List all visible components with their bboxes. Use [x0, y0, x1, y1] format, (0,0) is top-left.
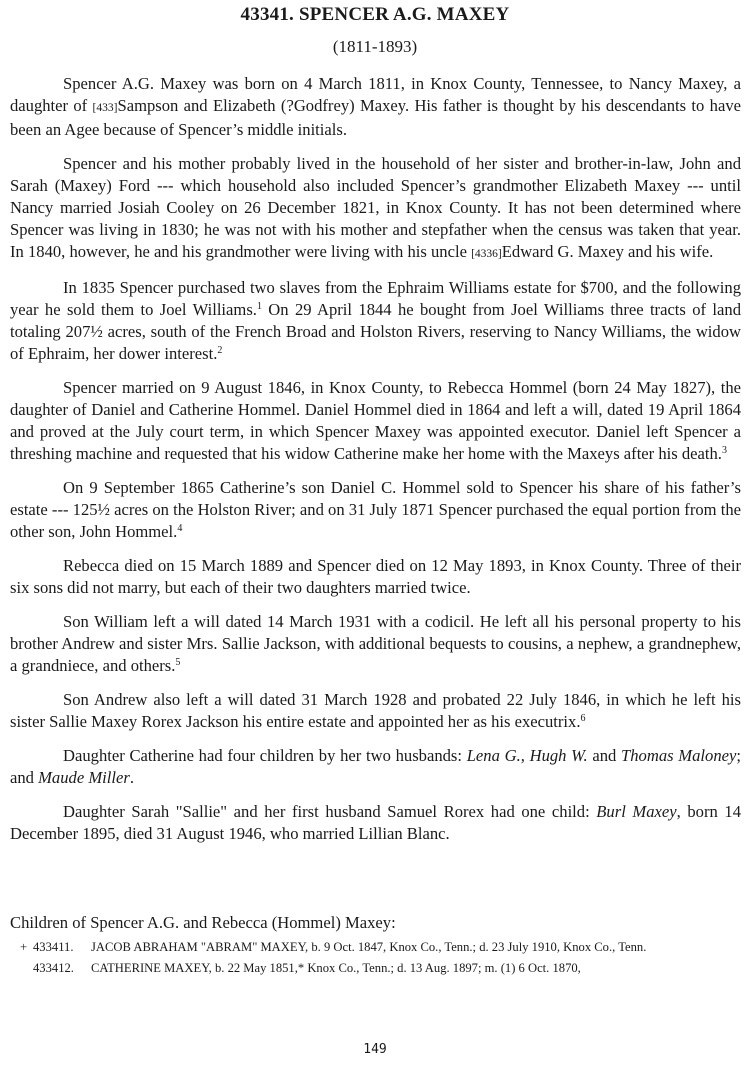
children-list [20, 938, 742, 980]
life-years: (1811-1893) [332, 37, 418, 56]
child-names: Maude Miller [38, 768, 130, 787]
child-number: 433411. [33, 940, 74, 954]
text-run: Spencer married on 9 August 1846, in Knox County, to Rebecca Hommel (born 24 May 1827), the daughter of Daniel and Catherine Hommel. Daniel Hommel died in 1864 and left a will, dated 19 April 1864 and proved at the July court term, in which Spencer Maxey was appointed executor. Daniel left Spencer a threshing machine and requested that his widow Catherine make her home with the Maxeys after his death. [10, 378, 741, 463]
paragraph-andrew-will [10, 689, 741, 733]
child-entry [20, 938, 742, 956]
text-run: Sampson and Elizabeth (?Godfrey) Maxey. His father is thought by his descendants to have been an Agee because of Spencer’s middle initials. [10, 96, 741, 139]
cross-reference: [433] [92, 102, 118, 114]
text-run: and [587, 746, 622, 765]
page-title: 43341. SPENCER A.G. MAXEY [240, 4, 510, 25]
text-run: Rebecca died on 15 March 1889 and Spencer died on 12 May 1893, in Knox County. Three of their six sons did not marry, but each of their two daughters married twice. [10, 556, 741, 597]
text-run: . [129, 768, 134, 787]
cross-reference: [4336] [471, 248, 502, 260]
text-run: ; and [10, 746, 741, 787]
footnote-marker: 1 [256, 301, 262, 312]
text-run: Son Andrew also left a will dated 31 March 1928 and probated 22 July 1846, in which he left his sister Sallie Maxey Rorex Jackson his entire estate and appointed her as his executrix. [10, 690, 741, 731]
paragraph-marriage [10, 377, 741, 465]
text-run: Spencer and his mother probably lived in the household of her sister and brother-in-law, John and Sarah (Maxey) Ford --- which household also included Spencer’s grandmother Elizabeth Maxey --- until Nancy married Josiah Cooley on 26 December 1821, in Knox County. It has not been determined where Spencer was living in 1830; he was not with his mother and stepfather when the census was taken that year. In 1840, however, he and his grandmother were living with his uncle [10, 154, 741, 261]
child-name: JACOB ABRAHAM "ABRAM" MAXEY [91, 940, 306, 954]
biography-body [10, 73, 741, 845]
paragraph-household [10, 153, 741, 265]
paragraph-catherine-children [10, 745, 741, 789]
child-names: Lena G., Hugh W. [466, 746, 588, 765]
footnote-marker: 2 [217, 345, 223, 356]
children-heading: Children of Spencer A.G. and Rebecca (Hommel) Maxey: [10, 913, 396, 932]
child-names: Thomas Maloney [621, 746, 737, 765]
child-entry [20, 959, 742, 977]
paragraph-slaves-land [10, 277, 741, 365]
text-run: On 29 April 1844 he bought from Joel Williams three tracts of land totaling 207½ acres, south of the French Broad and Holston Rivers, reserving to Nancy Williams, the widow of Ephraim, her dower interest. [10, 300, 742, 363]
text-run: On 9 September 1865 Catherine’s son Daniel C. Hommel sold to Spencer his share of his father’s estate --- 125½ acres on the Holston River; and on 31 July 1871 Spencer purchased the equal portion from the other son, John Hommel. [10, 478, 741, 541]
text-run: Daughter Sarah "Sallie" and her first husband Samuel Rorex had one child: [63, 802, 597, 821]
child-number: 433412. [33, 961, 74, 975]
footnote-marker: 3 [721, 445, 727, 456]
child-names: Burl Maxey [596, 802, 677, 821]
page-number: 149 [363, 1042, 387, 1057]
footnote-marker: 5 [175, 657, 181, 668]
text-run: Daughter Catherine had four children by her two husbands: [63, 746, 467, 765]
text-run: In 1835 Spencer purchased two slaves from the Ephraim Williams estate for $700, and the following year he sold them to Joel Williams. [10, 278, 741, 319]
footnote-marker: 6 [580, 713, 586, 724]
paragraph-estate-purchase [10, 477, 741, 543]
paragraph-deaths [10, 555, 741, 599]
text-run: Son William left a will dated 14 March 1931 with a codicil. He left all his personal property to his brother Andrew and sister Mrs. Sallie Jackson, with additional bequests to cousins, a nephew, a grandnephew, a grandniece, and others. [10, 612, 741, 675]
paragraph-birth [10, 73, 741, 141]
paragraph-sarah-child [10, 801, 741, 845]
child-name: CATHERINE MAXEY [91, 961, 209, 975]
has-descendants-marker: + [20, 940, 28, 954]
text-run: Spencer A.G. Maxey was born on 4 March 1811, in Knox County, Tennessee, to Nancy Maxey, a daughter of [10, 74, 741, 115]
text-run: , born 14 December 1895, died 31 August 1946, who married Lillian Blanc. [10, 802, 741, 843]
footnote-marker: 4 [177, 523, 183, 534]
child-details: , b. 22 May 1851,* Knox Co., Tenn.; d. 13 Aug. 1897; m. (1) 6 Oct. 1870, [208, 961, 581, 975]
paragraph-william-will [10, 611, 741, 677]
text-run: Edward G. Maxey and his wife. [501, 242, 714, 261]
child-details: , b. 9 Oct. 1847, Knox Co., Tenn.; d. 23 July 1910, Knox Co., Tenn. [305, 940, 647, 954]
